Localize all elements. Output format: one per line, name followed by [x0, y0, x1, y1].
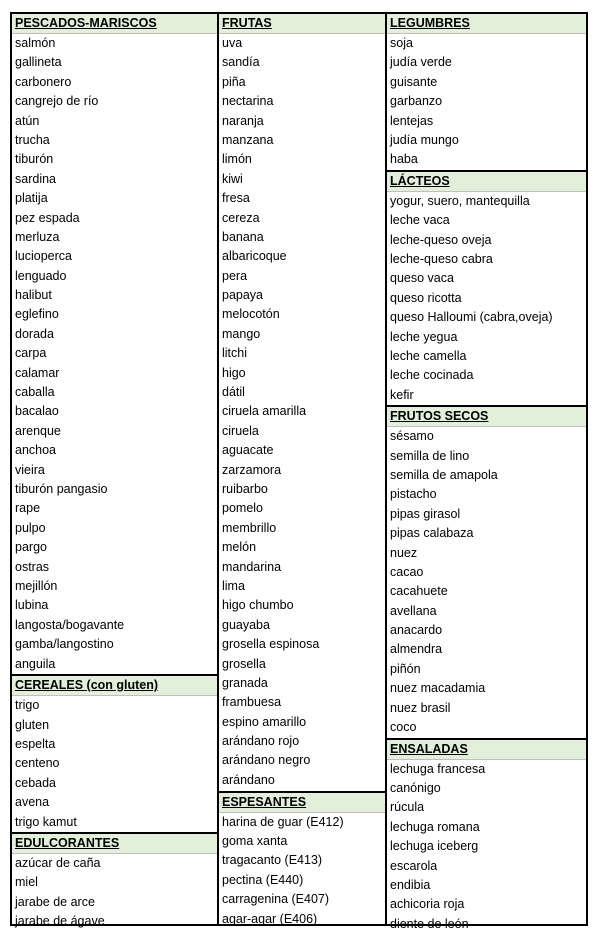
list-item: melón: [222, 540, 257, 555]
list-item: pargo: [15, 540, 47, 555]
list-item: goma xanta: [222, 833, 288, 848]
list-item: cereza: [222, 210, 260, 225]
list-item: lechuga romana: [390, 819, 480, 834]
list-item: mejillón: [15, 578, 58, 593]
list-item: gallineta: [15, 55, 62, 70]
list-item: arándano rojo: [222, 734, 300, 749]
category-block: [387, 14, 586, 170]
list-item: lechuga francesa: [390, 761, 486, 776]
list-item: espino amarillo: [222, 714, 307, 729]
list-item: escarola: [390, 858, 438, 873]
list-item: sardina: [15, 171, 56, 186]
column-3: [385, 14, 588, 931]
list-item: rape: [15, 501, 41, 516]
list-item: tragacanto (E413): [222, 853, 323, 868]
list-item: ciruela: [222, 423, 259, 438]
list-item: papaya: [222, 288, 264, 303]
list-item: pipas girasol: [390, 506, 461, 521]
list-item: endibia: [390, 877, 431, 892]
list-item: leche-queso cabra: [390, 251, 493, 266]
list-item: litchi: [222, 346, 248, 361]
list-item: lima: [222, 578, 245, 593]
list-item: yogur, suero, mantequilla: [390, 193, 530, 208]
list-item: cebada: [15, 775, 57, 790]
list-item: sandía: [222, 55, 260, 70]
list-item: zarzamora: [222, 462, 282, 477]
list-item: haba: [390, 152, 418, 167]
category-title: PESCADOS-MARISCOS: [15, 16, 157, 30]
list-item: azúcar de caña: [15, 856, 101, 870]
list-item: cangrejo de río: [15, 94, 99, 109]
list-item: semilla de lino: [390, 448, 470, 463]
list-item: calamar: [15, 365, 60, 380]
list-item: lenguado: [15, 268, 67, 283]
list-item: miel: [15, 875, 38, 890]
list-item: merluza: [15, 229, 60, 244]
list-item: carragenina (E407): [222, 892, 330, 907]
list-item: piñón: [390, 661, 421, 676]
list-item: garbanzo: [390, 94, 443, 109]
list-item: anguila: [15, 656, 56, 671]
list-item: caballa: [15, 385, 55, 400]
list-item: pectina (E440): [222, 872, 304, 887]
list-item: kiwi: [222, 171, 243, 186]
list-item: judía verde: [390, 55, 452, 70]
list-item: avellana: [390, 603, 437, 618]
list-item: carbonero: [15, 74, 72, 89]
list-item: cacao: [390, 564, 424, 579]
list-item: leche-queso oveja: [390, 232, 492, 247]
category-block: [219, 791, 385, 929]
list-item: rúcula: [390, 800, 425, 815]
list-item: coco: [390, 720, 417, 735]
category-block: [12, 832, 217, 932]
category-header: [387, 14, 586, 34]
category-header: [387, 740, 586, 760]
list-item: anacardo: [390, 623, 443, 638]
list-item: guayaba: [222, 617, 270, 632]
list-item: jarabe de ágave: [15, 914, 105, 929]
list-item: pera: [222, 268, 248, 283]
list-item: carpa: [15, 346, 47, 361]
list-item: canónigo: [390, 780, 441, 795]
list-item: piña: [222, 74, 246, 89]
list-item: jarabe de arce: [15, 894, 95, 909]
list-item: kefir: [390, 387, 414, 402]
list-item: nuez: [390, 545, 418, 560]
list-item: pulpo: [15, 520, 46, 535]
list-item: trigo: [15, 698, 40, 713]
list-item: limón: [222, 152, 252, 167]
list-item: albaricoque: [222, 249, 287, 264]
list-item: lucioperca: [15, 249, 72, 264]
list-item: manzana: [222, 132, 274, 147]
category-title: LEGUMBRES: [390, 16, 470, 30]
list-item: higo chumbo: [222, 598, 294, 613]
list-item: arándano: [222, 772, 275, 787]
category-title: ENSALADAS: [390, 741, 468, 756]
category-title: FRUTAS: [222, 16, 272, 30]
list-item: cacahuete: [390, 584, 448, 599]
category-header: [12, 14, 217, 34]
list-item: arenque: [15, 423, 61, 438]
list-item: nuez brasil: [390, 700, 451, 715]
list-item: achicoria roja: [390, 897, 465, 912]
category-title: FRUTOS SECOS: [390, 409, 489, 424]
list-item: higo: [222, 365, 246, 380]
list-item: naranja: [222, 113, 264, 128]
list-item: nuez macadamia: [390, 681, 486, 696]
list-item: sésamo: [390, 429, 434, 444]
column-1: [10, 14, 217, 929]
list-item: agar-agar (E406): [222, 911, 318, 926]
list-item: pistacho: [390, 487, 437, 502]
list-item: queso vaca: [390, 271, 454, 286]
list-item: semilla de amapola: [390, 467, 498, 482]
list-item: guisante: [390, 74, 438, 89]
list-item: platija: [15, 191, 48, 206]
list-item: langosta/bogavante: [15, 617, 125, 632]
category-title: EDULCORANTES: [15, 836, 120, 850]
category-block: [387, 170, 586, 405]
category-title: CEREALES (con gluten): [15, 678, 159, 693]
list-item: mango: [222, 326, 261, 341]
list-item: dátil: [222, 385, 245, 400]
list-item: pomelo: [222, 501, 263, 516]
category-block: [12, 14, 217, 674]
list-item: salmón: [15, 36, 56, 50]
list-item: lechuga iceberg: [390, 839, 479, 854]
list-item: centeno: [15, 756, 60, 771]
category-block: [12, 674, 217, 832]
category-block: [387, 405, 586, 737]
food-table: [10, 12, 588, 931]
list-item: trigo kamut: [15, 814, 77, 829]
category-header: [12, 676, 217, 696]
list-item: vieira: [15, 462, 45, 477]
list-item: soja: [390, 36, 413, 50]
list-item: queso Halloumi (cabra,oveja): [390, 310, 553, 325]
list-item: gluten: [15, 717, 50, 732]
list-item: granada: [222, 675, 268, 690]
list-item: pez espada: [15, 210, 80, 225]
list-item: ostras: [15, 559, 50, 574]
list-item: grosella espinosa: [222, 637, 320, 652]
list-item: pipas calabaza: [390, 526, 474, 541]
list-item: tiburón: [15, 152, 54, 167]
list-item: almendra: [390, 642, 443, 657]
list-item: atún: [15, 113, 40, 128]
list-item: nectarina: [222, 94, 274, 109]
list-item: dorada: [15, 326, 54, 341]
list-item: lubina: [15, 598, 49, 613]
list-item: gamba/langostino: [15, 637, 114, 652]
list-item: ciruela amarilla: [222, 404, 307, 419]
list-item: queso ricotta: [390, 290, 462, 305]
list-item: trucha: [15, 132, 50, 147]
category-block: [219, 14, 385, 790]
category-header: [12, 834, 217, 854]
list-item: aguacate: [222, 443, 274, 458]
list-item: banana: [222, 229, 264, 244]
list-item: anchoa: [15, 443, 57, 458]
list-item: bacalao: [15, 404, 59, 419]
list-item: halibut: [15, 288, 52, 303]
list-item: ruibarbo: [222, 481, 268, 496]
column-2: [217, 14, 385, 924]
list-item: tiburón pangasio: [15, 481, 108, 496]
list-item: harina de guar (E412): [222, 814, 344, 829]
category-title: LÁCTEOS: [390, 173, 450, 188]
list-item: eglefino: [15, 307, 59, 322]
category-title: ESPESANTES: [222, 794, 307, 809]
list-item: diente de león: [390, 916, 469, 931]
list-item: leche vaca: [390, 213, 450, 228]
list-item: lentejas: [390, 113, 434, 128]
list-item: membrillo: [222, 520, 277, 535]
list-item: mandarina: [222, 559, 282, 574]
list-item: espelta: [15, 736, 56, 751]
category-header: [387, 172, 586, 192]
list-item: uva: [222, 36, 243, 50]
category-header: [387, 407, 586, 427]
category-header: [219, 793, 385, 813]
list-item: leche cocinada: [390, 368, 474, 383]
list-item: melocotón: [222, 307, 280, 322]
list-item: fresa: [222, 191, 250, 206]
list-item: avena: [15, 795, 50, 810]
list-item: judía mungo: [390, 132, 459, 147]
list-item: arándano negro: [222, 753, 311, 768]
category-block: [387, 738, 586, 935]
category-header: [219, 14, 385, 34]
list-item: leche yegua: [390, 329, 458, 344]
list-item: frambuesa: [222, 695, 282, 710]
list-item: grosella: [222, 656, 266, 671]
list-item: leche camella: [390, 348, 467, 363]
